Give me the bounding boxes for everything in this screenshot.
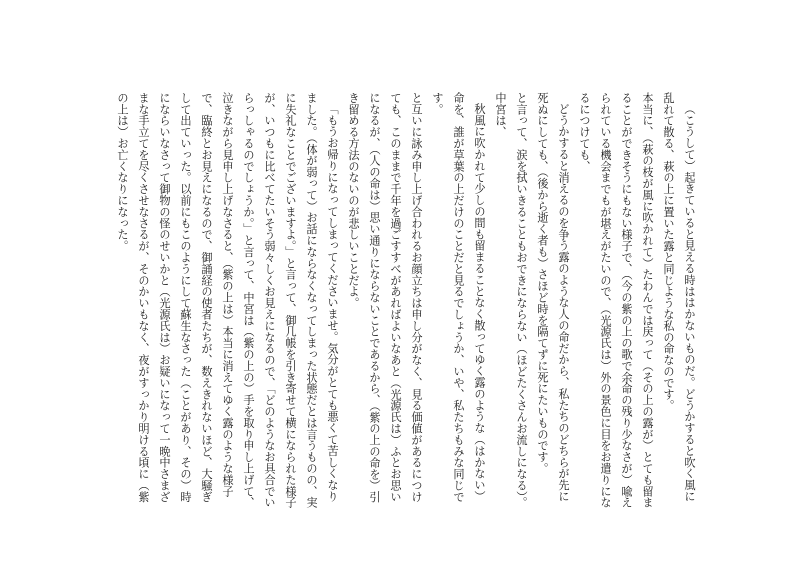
vertical-text-block bbox=[112, 92, 700, 512]
paragraph-poem-genji: どうかすると消えるのを争う露のような人の命だから、私たちのどちらが先に死ぬにしても、（後から逝く者も）さほど時を隔てずに死にたいものです。 bbox=[536, 92, 570, 503]
paragraph-narration-1: 本当に、（萩の枝が風に吹かれて）たわんでは戻って（その上の露が）とても留まることができそうにもない様子で、（今の紫の上の歌で余命の残り少なさが）喩えられている機会までもが堪えがたいので、（光源氏は）外の景色に目をお遣りになるにつけても、 bbox=[578, 92, 654, 509]
paragraph-poem-chugu: 秋風に吹かれて少しの間も留まることなく散ってゆく露のような（はかない）命を、誰が草葉の上だけのことだと見るでしょうか、いや、私たちもみな同じです。 bbox=[431, 92, 486, 503]
paragraph-narration-2: と言って、涙を拭いきることもおできにならない（ほどたくさんお流しになる）。中宮は、 bbox=[494, 92, 528, 509]
paragraph-narration-3: と互いに詠み申し上げ合われるお顔立ちは申し分がなく、見る価値があるにつけても、このままで千年を過ごすすべがあればよいなあと（光源氏は）ふとお思いになるが、（人の命は）思い通りにならないことであるから、（紫の上の命を）引き留める方法のないのが悲しいことだよ。 bbox=[347, 92, 423, 503]
paragraph-narration-4: 「もうお帰りになってしまってくださいませ。気分がとても悪くて苦しくなりました。（体が弱って）お話にならなくなってしまった状態だとは言うものの、実に失礼なことでございますよ。」と言って、御几帳を引き寄せて横になられた様子が、いつもに比べてたいそう弱々しくお見えになるので、「どのようなお具合でいらっしゃるのでしょうか。」と言って、中宮は（紫の上の）手を取り申し上げて、泣きながら見申し上げなさると、（紫の上は）本当に消えてゆく露のような様子で、臨終とお見えになるので、御誦経の使者たちが、数えきれないほど、大騒ぎして出ていった。以前にもこのようにして蘇生なさった（ことがあり、その）時にならいなさって御物の怪のせいかと（光源氏は）お疑いになって一晩中さまざまな手立てを尽くさせなさるが、そのかいもなく、夜がすっかり明ける頃に（紫の上は）お亡くなりになった。 bbox=[116, 92, 339, 509]
paragraph-poem-murasaki: （こうして）起きていると見える時ははかないものだ。どうかすると吹く風に乱れて散る、萩の上に置いた露と同じような私の命なのです。 bbox=[662, 92, 696, 503]
